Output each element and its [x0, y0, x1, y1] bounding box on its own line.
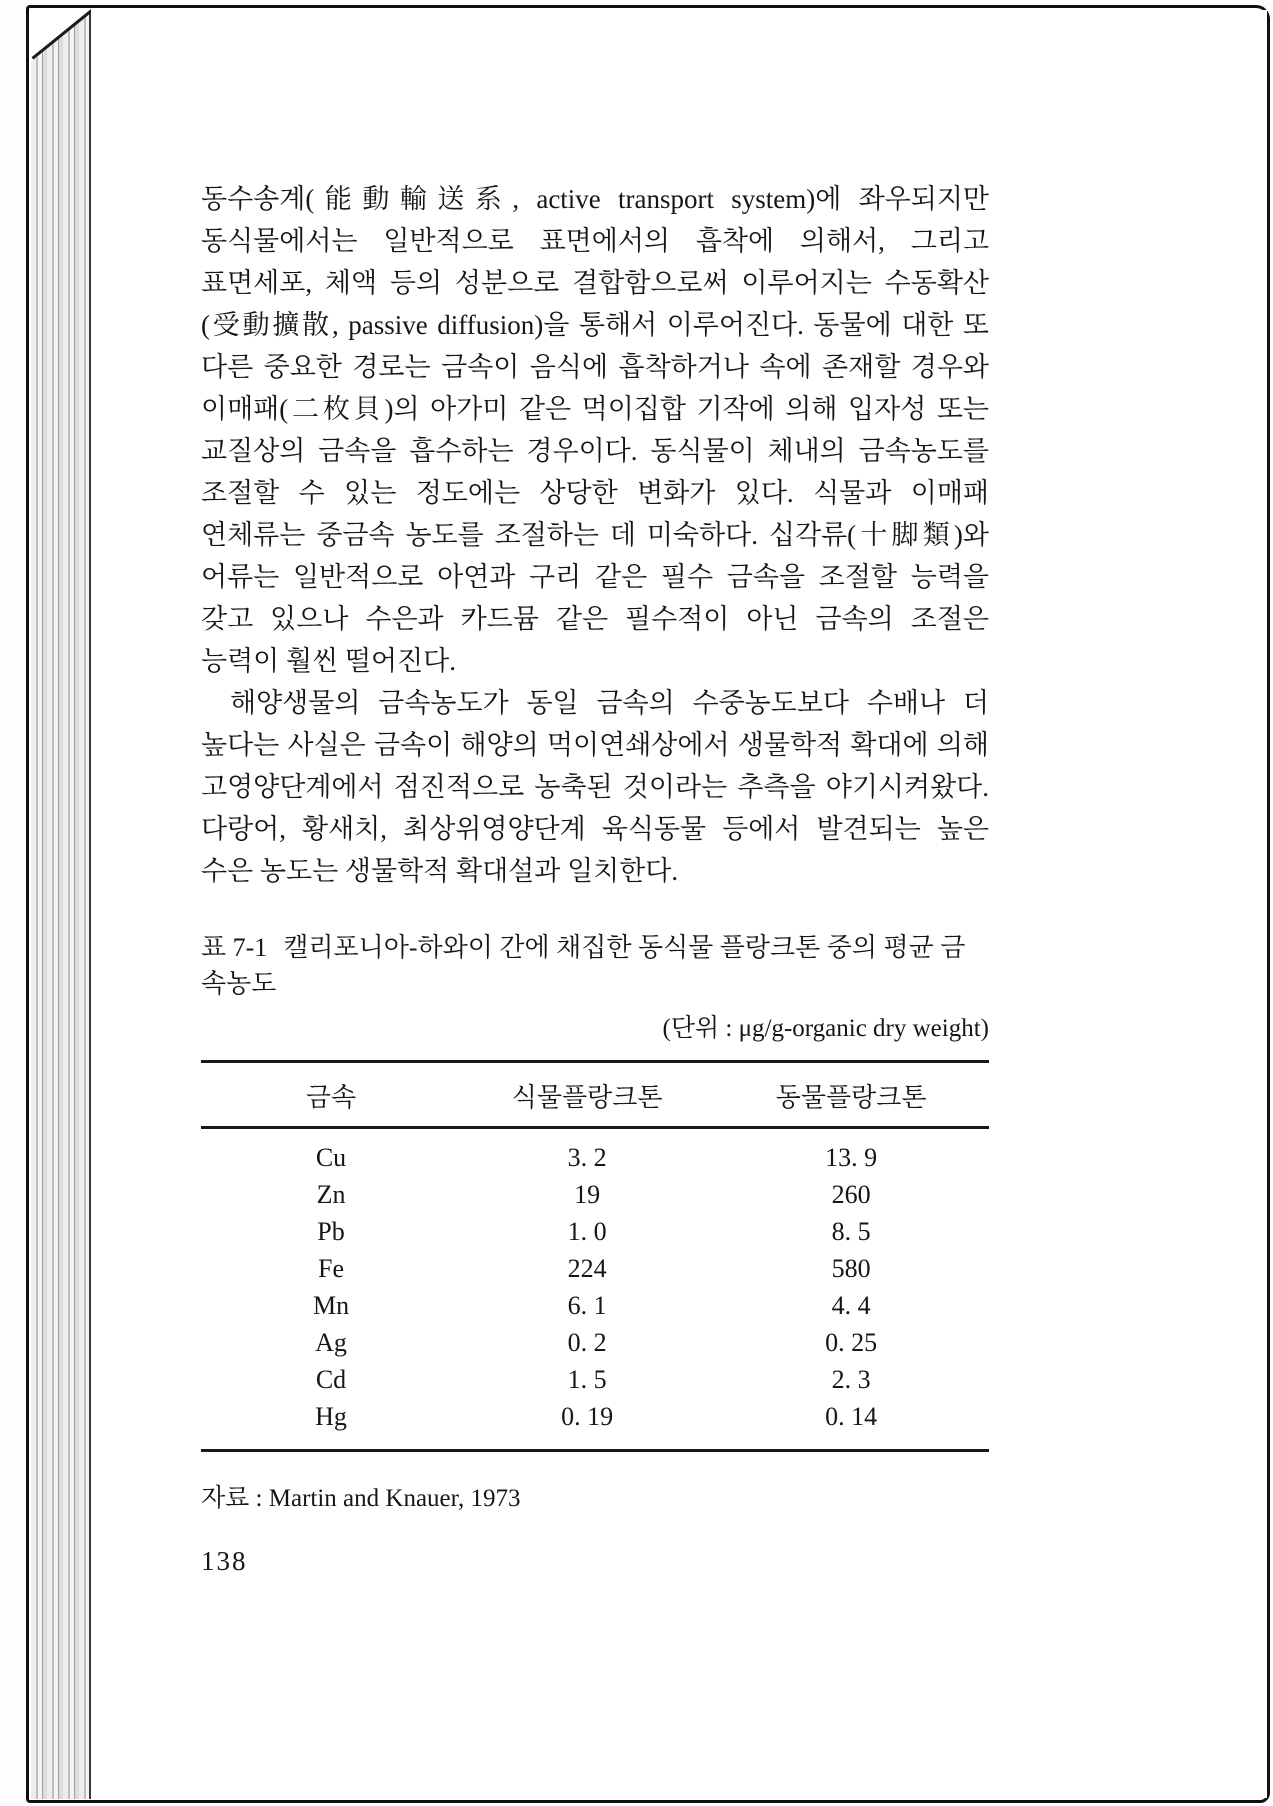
metal-symbol-cell: Ag: [315, 1328, 347, 1357]
metal-symbol-cell: Hg: [315, 1402, 347, 1431]
metal-symbol-cell: Pb: [317, 1217, 345, 1246]
value-cell: 0. 25: [825, 1328, 878, 1357]
table-row: [201, 1250, 989, 1287]
value-cell: 0. 2: [567, 1328, 607, 1357]
source-citation: 자료 : Martin and Knauer, 1973: [201, 1485, 521, 1512]
value-cell: 224: [567, 1254, 607, 1283]
metal-table-body: [201, 1128, 989, 1451]
metal-symbol-cell: Zn: [316, 1180, 346, 1209]
value-cell: 580: [831, 1254, 871, 1283]
metal-symbol-cell: Cd: [315, 1365, 347, 1394]
value-cell: 6. 1: [567, 1291, 607, 1320]
page-stack-edge: [31, 9, 91, 1799]
value-cell: 0. 14: [825, 1402, 878, 1431]
table-row: [201, 1287, 989, 1324]
value-cell: 4. 4: [831, 1291, 871, 1320]
book-page: [91, 10, 1267, 1798]
table-caption: [201, 930, 989, 1002]
table-row: [201, 1213, 989, 1250]
page-number: 138: [201, 1546, 248, 1576]
column-header-zooplankton: 동물플랑크톤: [713, 1062, 989, 1128]
page-content: [201, 178, 989, 1577]
value-cell: 8. 5: [831, 1217, 871, 1246]
value-cell: 260: [831, 1180, 871, 1209]
metal-symbol-cell: Cu: [315, 1143, 347, 1172]
column-header-metal: 금속: [201, 1062, 461, 1128]
table-row: [201, 1361, 989, 1398]
metal-symbol-cell: Mn: [312, 1291, 350, 1320]
table-header-row: [201, 1062, 989, 1128]
paragraph-1: 동수송계(能動輸送系, active transport system)에 좌우되지만 동식물에서는 일반적으로 표면에서의 흡착에 의해서, 그리고 표면세포, 체액 등의 성분으로 결합함으로써 이루어지는 수동확산(受動擴散, passive diffusion)을 통해서 이루어진다. 동물에 대한 또 다른 중요한 경로는 금속이 음식에 흡착하거나 속에 존재할 경우와 이매패(二枚貝)의 아가미 같은 먹이집합 기작에 의해 입자성 또는 교질상의 금속을 흡수하는 경우이다. 동식물이 체내의 금속농도를 조절할 수 있는 정도에는 상당한 변화가 있다. 식물과 이매패 연체류는 중금속 농도를 조절하는 데 미숙하다. 십각류(十脚類)와 어류는 일반적으로 아연과 구리 같은 필수 금속을 조절할 능력을 갖고 있으나 수은과 카드뮴 같은 필수적이 아닌 금속의 조절은 능력이 훨씬 떨어진다.: [201, 184, 989, 676]
value-cell: 13. 9: [825, 1143, 878, 1172]
metal-concentration-table: [201, 1060, 989, 1452]
metal-symbol-cell: Fe: [318, 1254, 345, 1283]
value-cell: 2. 3: [831, 1365, 871, 1394]
value-cell: 1. 5: [567, 1365, 607, 1394]
value-cell: 3. 2: [567, 1143, 607, 1172]
table-caption-label: 표 7-1: [201, 933, 268, 962]
column-header-phytoplankton: 식물플랑크톤: [461, 1062, 713, 1128]
table-row: [201, 1324, 989, 1361]
table-row: [201, 1398, 989, 1451]
value-cell: 19: [574, 1180, 601, 1209]
table-unit-note: (단위 : μg/g-organic dry weight): [662, 1015, 989, 1042]
value-cell: 0. 19: [561, 1402, 614, 1431]
table-caption-text: 캘리포니아-하와이 간에 채집한 동식물 플랑크톤 중의 평균 금속농도: [201, 933, 966, 998]
table-row: [201, 1128, 989, 1177]
value-cell: 1. 0: [567, 1217, 607, 1246]
paragraph-2: 해양생물의 금속농도가 동일 금속의 수중농도보다 수배나 더 높다는 사실은 금속이 해양의 먹이연쇄상에서 생물학적 확대에 의해 고영양단계에서 점진적으로 농축된 것이라는 추측을 야기시켜왔다. 다랑어, 황새치, 최상위영양단계 육식동물 등에서 발견되는 높은 수은 농도는 생물학적 확대설과 일치한다.: [201, 688, 989, 886]
table-row: [201, 1176, 989, 1213]
